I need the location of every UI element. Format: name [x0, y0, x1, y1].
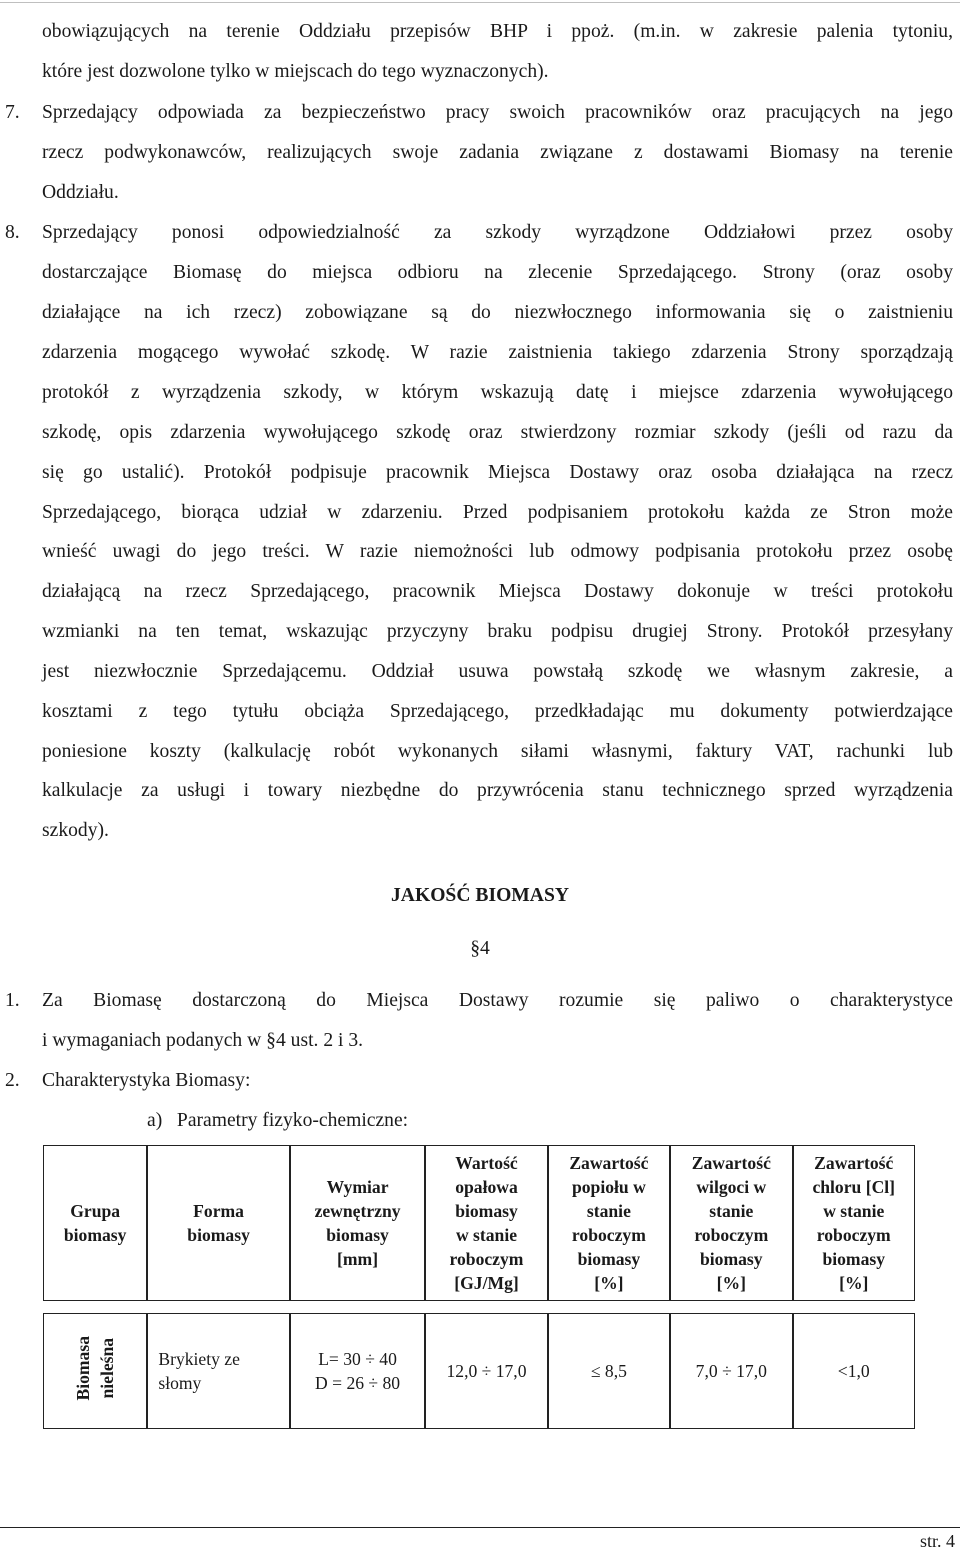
paragraph-line: działającą na rzecz Sprzedającego, pracownik Miejsca Dostawy dokonuje w treści protokołu	[42, 581, 953, 602]
item-number: 7.	[5, 102, 20, 123]
table-header-row	[43, 1145, 915, 1301]
paragraph-line: Sprzedający odpowiada za bezpieczeństwo pracy swoich pracowników oraz pracujących na jego	[42, 102, 953, 123]
paragraph-line: i wymaganiach podanych w §4 ust. 2 i 3.	[42, 1030, 364, 1051]
paragraph-line: wnieść uwagi do jego treści. W razie niemożności lub odmowy podpisania protokołu przez osobę	[42, 541, 953, 562]
ash-cell: ≤ 8,5	[548, 1313, 670, 1429]
header-cell: Zawartość chloru [Cl] w stanie roboczym biomasy [%]	[793, 1145, 916, 1301]
page-number: str. 4	[919, 1531, 955, 1551]
header-cell: Zawartość wilgoci w stanie roboczym biomasy [%]	[670, 1145, 792, 1301]
paragraph-line: Oddziału.	[42, 182, 119, 203]
paragraph-line: poniesione koszty (kalkulację robót wykonanych siłami własnymi, faktury VAT, rachunki lub	[42, 741, 953, 762]
paragraph-line: szkodę, opis zdarzenia wywołującego szkodę oraz stwierdzony rozmiar szkody (jeśli od razu da	[42, 422, 953, 443]
calorific-cell: 12,0 ÷ 17,0	[425, 1313, 547, 1429]
chlorine-cell: <1,0	[793, 1313, 916, 1429]
item-number: 1.	[5, 990, 20, 1011]
biomass-parameters-table	[43, 1145, 915, 1429]
paragraph-line: wzmianki na ten temat, wskazując przyczyny braku podpisu drugiej Strony. Protokół przesyłany	[42, 621, 953, 642]
paragraph-line: Charakterystyka Biomasy:	[42, 1070, 251, 1091]
paragraph-line: protokół z wyrządzenia szkody, w którym wskazują datę i miejsce zdarzenia wywołującego	[42, 382, 953, 403]
paragraph-line: rzecz podwykonawców, realizujących swoje zadania związane z dostawami Biomasy na terenie	[42, 142, 953, 163]
item-number: 2.	[5, 1070, 20, 1091]
sub-item-a: a) Parametry fizyko-chemiczne:	[147, 1110, 409, 1131]
dimension-cell: L= 30 ÷ 40 D = 26 ÷ 80	[290, 1313, 425, 1429]
header-cell: Wymiar zewnętrzny biomasy [mm]	[290, 1145, 425, 1301]
paragraph-line: działające na ich rzecz) zobowiązane są do niezwłocznego informowania się o zaistnieniu	[42, 302, 953, 323]
table-gap	[43, 1301, 915, 1313]
paragraph-line: się go ustalić). Protokół podpisuje pracownik Miejsca Dostawy oraz osoba działająca na rzecz	[42, 462, 953, 483]
header-cell: Forma biomasy	[147, 1145, 289, 1301]
header-cell: Wartość opałowa biomasy w stanie roboczym [GJ/Mg]	[425, 1145, 547, 1301]
section-title: JAKOŚĆ BIOMASY	[391, 885, 569, 906]
paragraph-line: kosztami z tego tytułu obciąża Sprzedającego, przedkładając mu dokumenty potwierdzające	[42, 701, 953, 722]
paragraph-line: kalkulacje za usługi i towary niezbędne do przywrócenia stanu technicznego sprzed wyrządzenia	[42, 780, 953, 801]
paragraph-line: obowiązujących na terenie Oddziału przepisów BHP i ppoż. (m.in. w zakresie palenia tytoniu,	[42, 21, 953, 42]
form-cell: Brykiety ze słomy	[147, 1313, 289, 1429]
paragraph-line: które jest dozwolone tylko w miejscach do tego wyznaczonych).	[42, 61, 549, 82]
top-rule	[0, 2, 960, 3]
paragraph-line: zdarzenia mogącego wywołać szkodę. W razie zaistnienia takiego zdarzenia Strony sporządzają	[42, 342, 953, 363]
paragraph-sign: §4	[470, 938, 490, 959]
item-number: 8.	[5, 222, 20, 243]
paragraph-line: szkody).	[42, 820, 109, 841]
footer-rule	[0, 1527, 960, 1528]
header-cell: Grupa biomasy	[43, 1145, 147, 1301]
paragraph-line: jest niezwłocznie Sprzedającemu. Oddział usuwa powstałą szkodę we własnym zakresie, a	[42, 661, 953, 682]
paragraph-line: dostarczające Biomasę do miejsca odbioru na zlecenie Sprzedającego. Strony (oraz osoby	[42, 262, 953, 283]
paragraph-line: Sprzedający ponosi odpowiedzialność za szkody wyrządzone Oddziałowi przez osoby	[42, 222, 953, 243]
group-cell: Biomasa nieleśna	[43, 1313, 147, 1429]
paragraph-line: Sprzedającego, biorąca udział w zdarzeniu. Przed podpisaniem protokołu każda ze Stron może	[42, 502, 953, 523]
moisture-cell: 7,0 ÷ 17,0	[670, 1313, 792, 1429]
table-row	[43, 1313, 915, 1429]
paragraph-line: Za Biomasę dostarczoną do Miejsca Dostawy rozumie się paliwo o charakterystyce	[42, 990, 953, 1011]
header-cell: Zawartość popiołu w stanie roboczym biomasy [%]	[548, 1145, 670, 1301]
